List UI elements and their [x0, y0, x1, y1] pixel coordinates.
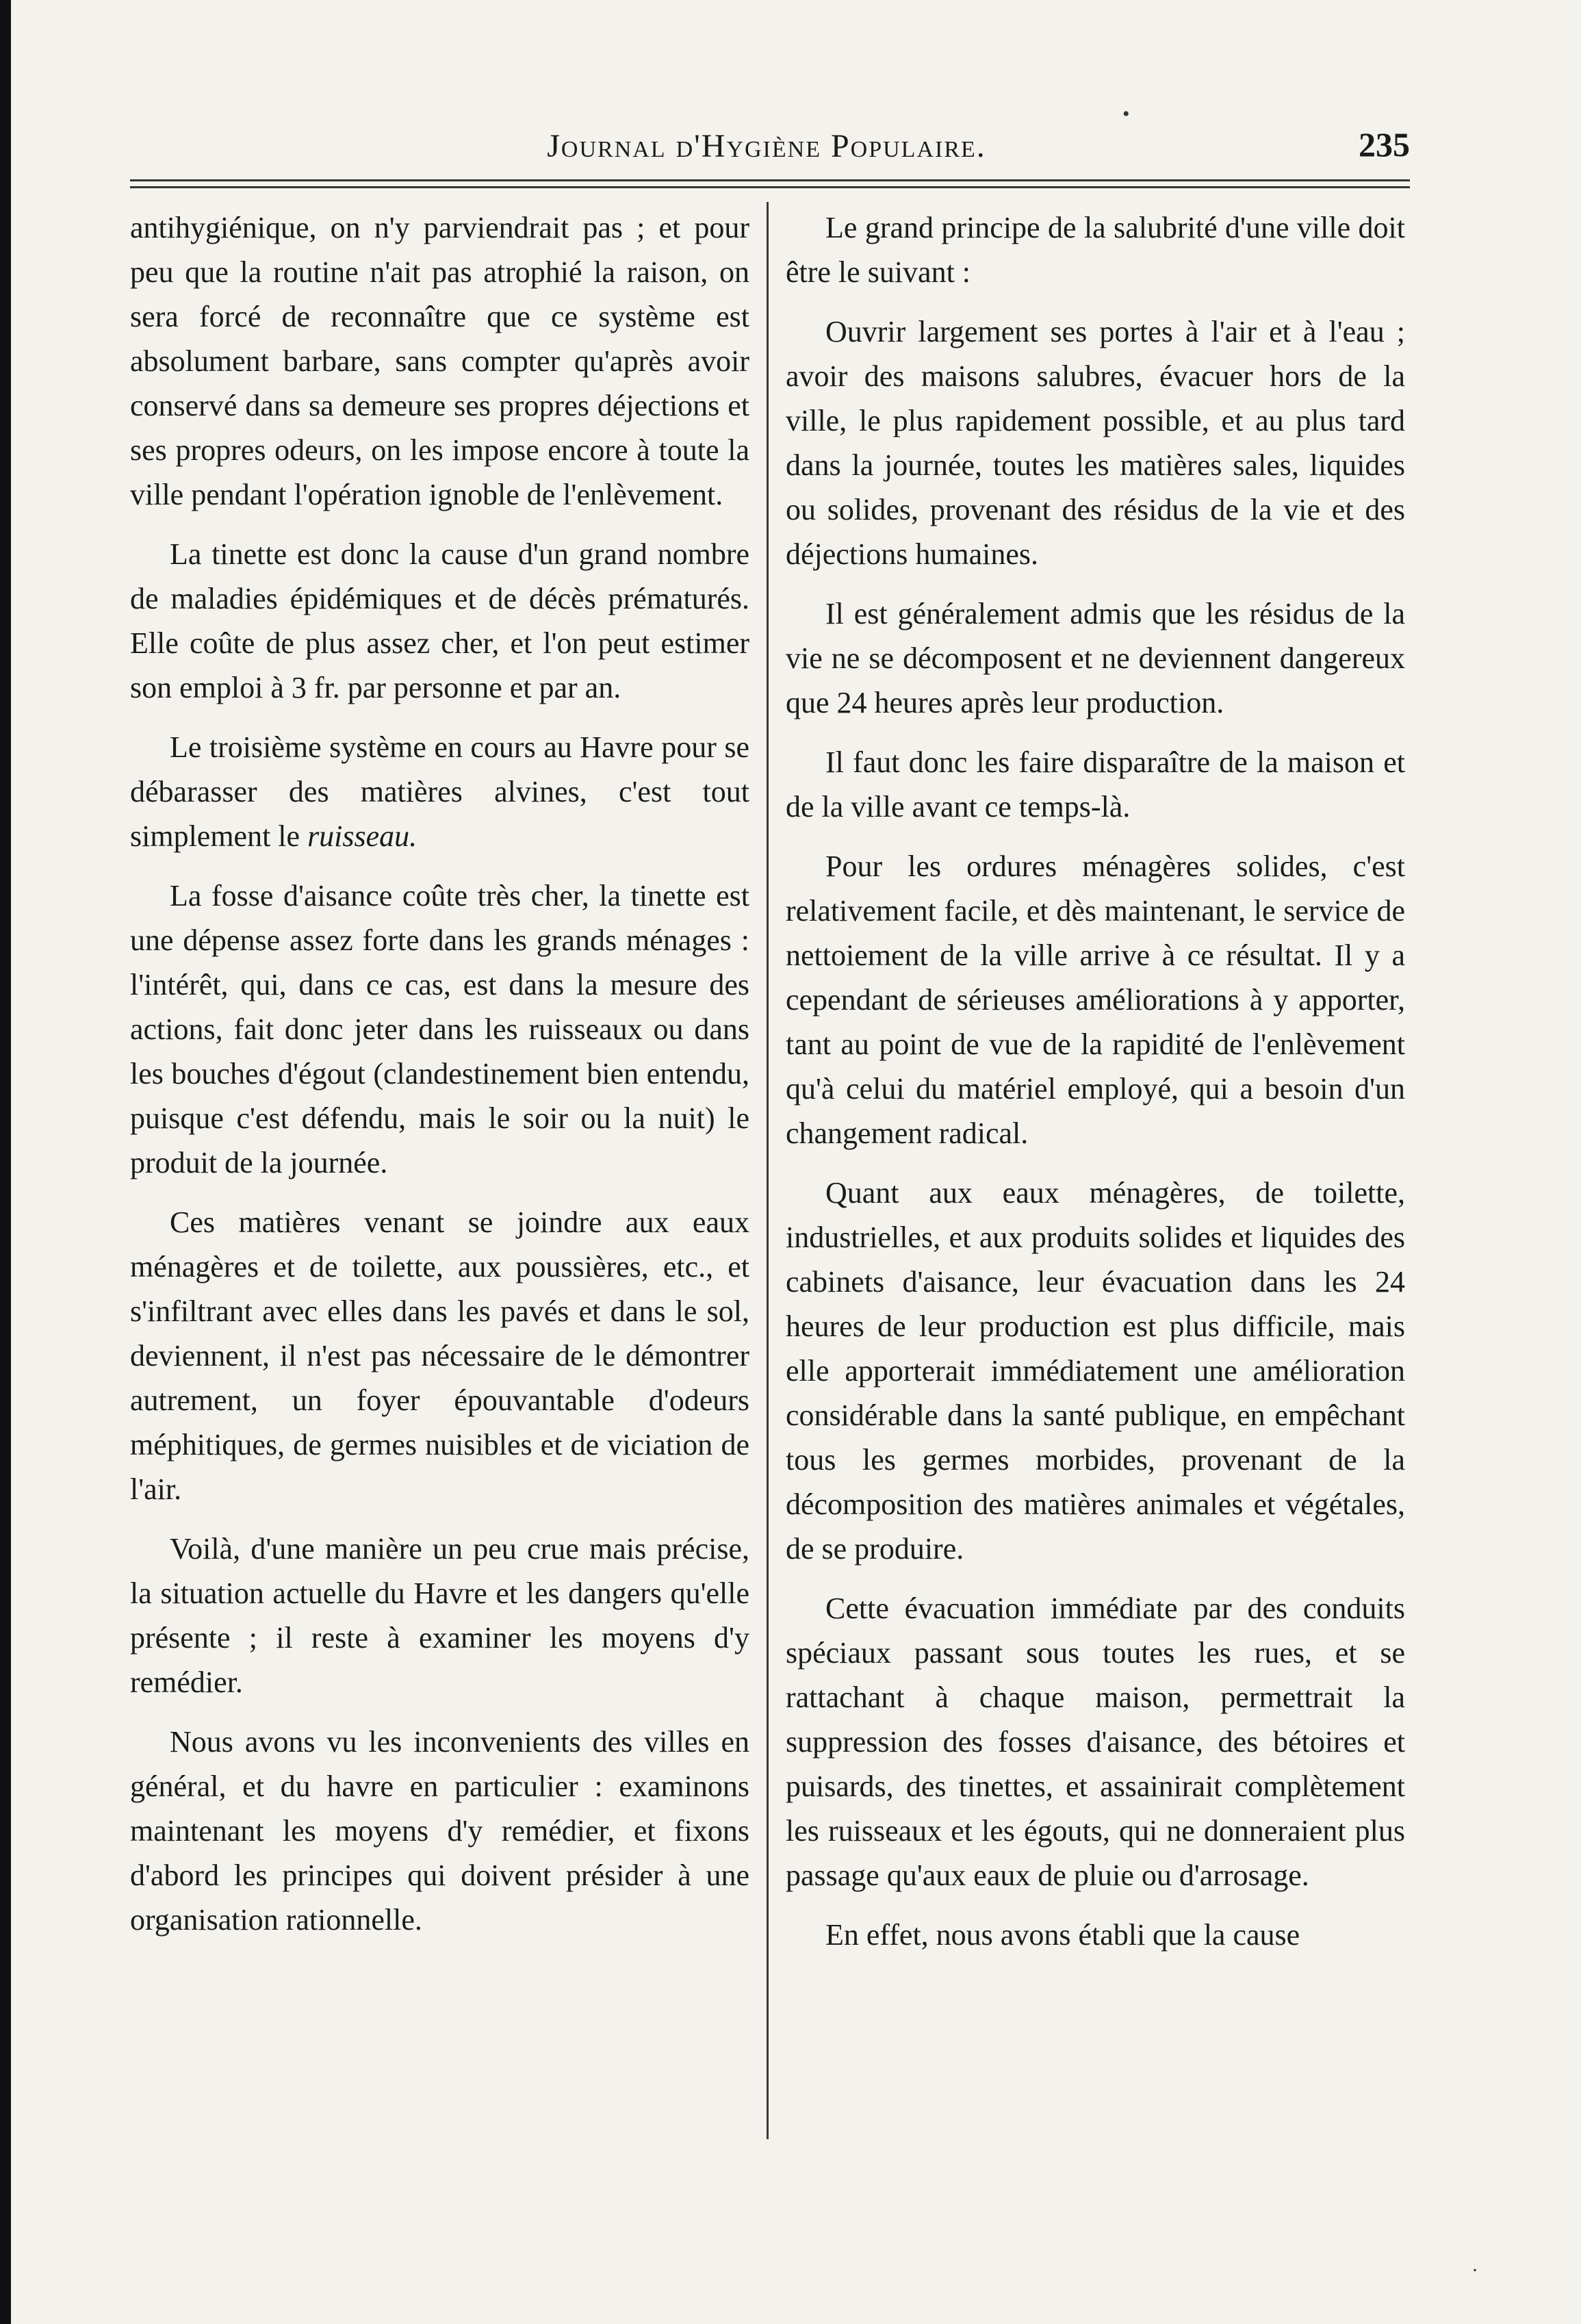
paragraph: Le grand principe de la salubrité d'une ville doit être le suivant :	[786, 211, 1405, 289]
paragraph: En effet, nous avons établi que la cause	[825, 1918, 1300, 1952]
paragraph: Nous avons vu les inconvenients des villes en général, et du havre en particulier : examinons maintenant les moyens d'y remédier, et fixons d'abord les principes qui doivent présider à une organisation rationnelle.	[130, 1725, 749, 1937]
left-column	[130, 205, 749, 1957]
header-rule-bottom	[130, 186, 1410, 188]
right-column	[786, 205, 1405, 1972]
binding-edge	[0, 0, 11, 2324]
journal-title: Journal d'Hygiène Populaire.	[547, 128, 986, 164]
running-header	[123, 122, 1410, 177]
paragraph: La fosse d'aisance coûte très cher, la tinette est une dépense assez forte dans les grands ménages : l'intérêt, qui, dans ce cas, est dans la mesure des actions, fait donc jeter dans les ruisseaux ou dans les bouches d'égout (clandestinement bien entendu, puisque c'est défendu, mais le soir ou la nuit) le produit de la journée.	[130, 879, 749, 1179]
paragraph: antihygiénique, on n'y parviendrait pas ; et pour peu que la routine n'ait pas atrophié la raison, on sera forcé de reconnaître que ce système est absolument barbare, sans compter qu'après avoir conservé dans sa demeure ses propres déjections et ses propres odeurs, on les impose encore à toute la ville pendant l'opération ignoble de l'enlèvement.	[130, 211, 749, 511]
paragraph	[130, 725, 749, 858]
paragraph: La tinette est donc la cause d'un grand nombre de maladies épidémiques et de décès prématurés. Elle coûte de plus assez cher, et l'on peut estimer son emploi à 3 fr. par personne et par an.	[130, 537, 749, 704]
page-number: 235	[1359, 125, 1410, 164]
paragraph: Ouvrir largement ses portes à l'air et à l'eau ; avoir des maisons salubres, évacuer hors de la ville, le plus rapidement possible, et au plus tard dans la journée, toutes les matières sales, liquides ou solides, provenant des résidus de la vie et des déjections humaines.	[786, 315, 1405, 571]
paragraph: Quant aux eaux ménagères, de toilette, industrielles, et aux produits solides et liquides des cabinets d'aisance, leur évacuation dans les 24 heures de leur production est plus difficile, mais elle apporterait immédiatement une amélioration considérable dans la santé publique, en empêchant tous les germes morbides, provenant de la décomposition des matières animales et végétales, de se produire.	[786, 1176, 1405, 1566]
paragraph: Il faut donc les faire disparaître de la maison et de la ville avant ce temps-là.	[786, 745, 1405, 823]
italic-term: ruisseau.	[307, 819, 417, 853]
paragraph-text: Le troisième système en cours au Havre pour se débarasser des matières alvines, c'est tout simplement le	[130, 730, 749, 853]
header-rule-top	[130, 179, 1410, 181]
column-divider	[767, 202, 769, 2139]
print-speck: •	[1122, 103, 1130, 125]
print-speck: ·	[1471, 2259, 1478, 2282]
paragraph: Pour les ordures ménagères solides, c'est relativement facile, et dès maintenant, le service de nettoiement de la ville arrive à ce résultat. Il y a cependant de sérieuses améliorations à y apporter, tant au point de vue de la rapidité de l'enlèvement qu'à celui du matériel employé, qui a besoin d'un changement radical.	[786, 850, 1405, 1150]
paragraph: Cette évacuation immédiate par des conduits spéciaux passant sous toutes les rues, et se rattachant à chaque maison, permettrait la suppression des fosses d'aisance, des bétoires et puisards, des tinettes, et assainirait complètement les ruisseaux et les égouts, qui ne donneraient plus passage qu'aux eaux de pluie ou d'arrosage.	[786, 1592, 1405, 1892]
paragraph: Ces matières venant se joindre aux eaux ménagères et de toilette, aux poussières, etc., et s'infiltrant avec elles dans les pavés et dans le sol, deviennent, il n'est pas nécessaire de le démontrer autrement, un foyer épouvantable d'odeurs méphitiques, de germes nuisibles et de viciation de l'air.	[130, 1205, 749, 1506]
paragraph: Il est généralement admis que les résidus de la vie ne se décomposent et ne deviennent dangereux que 24 heures après leur production.	[786, 597, 1405, 719]
paragraph: Voilà, d'une manière un peu crue mais précise, la situation actuelle du Havre et les dangers qu'elle présente ; il reste à examiner les moyens d'y remédier.	[130, 1532, 749, 1699]
